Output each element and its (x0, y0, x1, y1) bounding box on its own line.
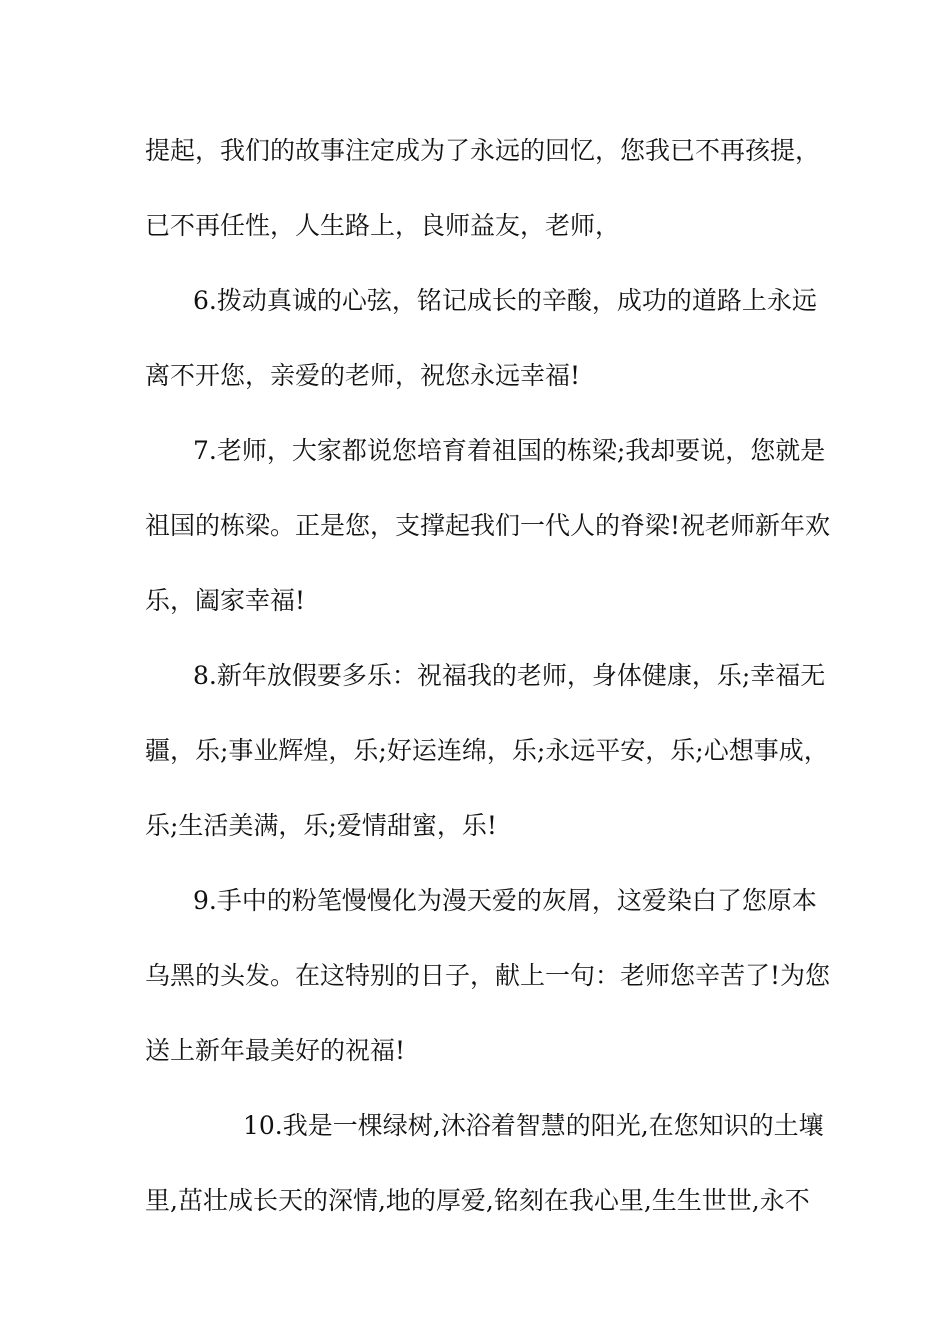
text-line-13: 送上新年最美好的祝福! (145, 1036, 406, 1065)
text-line-5: 7.老师，大家都说您培育着祖国的栋梁;我却要说，您就是 (193, 436, 826, 465)
text-line-14: 10.我是一棵绿树,沐浴着智慧的阳光,在您知识的土壤 (243, 1111, 824, 1140)
text-line-6: 祖国的栋梁。正是您，支撑起我们一代人的脊梁!祝老师新年欢 (145, 511, 831, 540)
text-line-4: 离不开您，亲爱的老师，祝您永远幸福! (145, 361, 581, 390)
text-line-7: 乐，阖家幸福! (145, 586, 306, 615)
text-line-2: 已不再任性，人生路上，良师益友，老师， (145, 211, 621, 240)
text-line-3: 6.拨动真诚的心弦，铭记成长的辛酸，成功的道路上永远 (193, 286, 817, 315)
text-line-9: 疆，乐;事业辉煌，乐;好运连绵，乐;永远平安，乐;心想事成， (145, 736, 829, 765)
text-line-15: 里,茁壮成长天的深情,地的厚爱,铭刻在我心里,生生世世,永不 (145, 1186, 810, 1215)
text-line-8: 8.新年放假要多乐：祝福我的老师，身体健康，乐;幸福无 (193, 661, 826, 690)
text-line-11: 9.手中的粉笔慢慢化为漫天爱的灰屑，这爱染白了您原本 (193, 886, 817, 915)
text-line-12: 乌黑的头发。在这特别的日子，献上一句：老师您辛苦了!为您 (145, 961, 831, 990)
text-line-10: 乐;生活美满，乐;爱情甜蜜，乐! (145, 811, 497, 840)
text-line-1: 提起，我们的故事注定成为了永远的回忆，您我已不再孩提， (145, 136, 821, 165)
